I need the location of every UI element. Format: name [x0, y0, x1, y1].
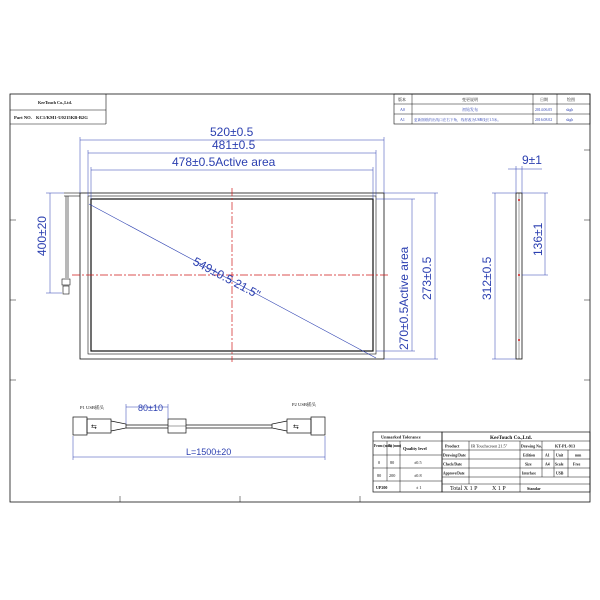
tolerance-row-2-to: 200 — [389, 473, 396, 478]
front-view — [35, 125, 438, 362]
rev-header-description: 变更说明 — [462, 97, 478, 102]
side-dimension-lines — [492, 166, 548, 359]
tolerance-row-1-value: ±0.5 — [414, 460, 422, 465]
usb-icon: ⇆ — [91, 424, 97, 431]
tolerance-row-1-from: 0 — [378, 460, 381, 465]
zone-ticks — [10, 150, 590, 502]
rev-row-2-author: skgh — [566, 118, 574, 122]
ferrite-position-label: 80±10 — [138, 403, 163, 413]
cable-tail — [62, 193, 80, 294]
company-name: KeeTouch Co.,Ltd. — [490, 435, 532, 441]
drawing-date-label: Drawing/Date — [443, 453, 466, 458]
tolerance-row-3-value: ± 1 — [416, 485, 422, 490]
usb-icon: ⇆ — [293, 424, 299, 431]
side-view — [480, 153, 548, 359]
inner-width-label: 481±0.5 — [212, 138, 256, 152]
total-label: Total X 1 P — [450, 486, 478, 492]
active-width-label: 478±0.5Active area — [172, 155, 276, 169]
rev-row-2-description: 更新图纸的出线口在右下角，线材改为USB线长1.5米。 — [414, 118, 501, 122]
p2-label: P2 USB插头 — [292, 402, 317, 407]
rev-row-2-date: 2016.08.02 — [535, 118, 553, 122]
tolerance-row-2-value: ±0.8 — [414, 473, 422, 478]
product-value: IR Touchscreen 21.5" — [471, 443, 508, 449]
thickness-label: 9±1 — [522, 153, 542, 167]
cable-length-label: L=1500±20 — [186, 447, 232, 457]
frame-height-label: 273±0.5 — [420, 256, 434, 300]
interface-label: Interface — [522, 471, 536, 476]
side-height-label: 136±1 — [531, 222, 545, 256]
size-label: Size — [525, 462, 532, 467]
total-value: X 1 P — [492, 486, 506, 492]
diagonal-dimension-label: 549±0.5 21.5" — [190, 254, 263, 302]
part-number: KC1/KM1-U0215KB-B2G — [36, 115, 88, 120]
usb-cable-drawing — [73, 401, 325, 460]
rev-row-1-date: 2014.06.05 — [535, 108, 553, 112]
check-date-label: Check/Date — [443, 462, 462, 467]
title-block — [442, 432, 590, 492]
usb-plug-left — [73, 417, 126, 435]
tolerance-row-2-from: 80 — [377, 473, 382, 478]
active-height-label: 270±0.5Active area — [397, 246, 411, 350]
outer-width-label: 520±0.5 — [210, 125, 254, 139]
tolerance-col-to: To (mm) — [388, 444, 402, 448]
edition-label: Edition — [523, 453, 536, 458]
tolerance-title: Unmarked Tolerance — [381, 434, 421, 440]
drawing-no-label: Drawing No. — [521, 444, 542, 449]
approve-date-label: Approve/Date — [443, 471, 465, 476]
tolerance-table — [373, 432, 442, 492]
rev-header-date: 日期 — [540, 97, 548, 102]
interface-value: USB — [556, 471, 564, 476]
rev-header-version: 版本 — [398, 97, 406, 102]
standar-label: Standar — [527, 486, 541, 491]
p1-label: P1 USB插头 — [80, 405, 105, 410]
tolerance-row-3-from: UP200 — [376, 485, 388, 490]
revision-table — [394, 94, 590, 124]
tolerance-col-quality: Quality level — [403, 446, 427, 451]
unit-value: mm — [575, 453, 582, 458]
scale-label: Scale — [555, 462, 564, 467]
rev-row-1-description: 初始发布 — [462, 107, 478, 112]
drawing-no-value: KT-PL-913 — [555, 443, 576, 449]
header-strip — [10, 94, 106, 124]
unit-label: Unit — [556, 453, 564, 458]
cable-offset-label: 400±20 — [35, 216, 49, 256]
edition-value: A1 — [545, 453, 550, 458]
rev-header-author: 绘图 — [567, 97, 575, 102]
rev-row-1-version: A0 — [400, 107, 405, 112]
company-name-small: KeeTouch Co.,Ltd. — [38, 100, 72, 105]
scale-value: Free — [573, 462, 581, 467]
outer-height-label: 312±0.5 — [480, 256, 494, 300]
rev-row-2-version: A1 — [400, 117, 405, 122]
tolerance-col-from: From (mm) — [374, 444, 392, 448]
tolerance-row-1-to: 80 — [390, 460, 395, 465]
product-label: Product — [445, 443, 460, 449]
size-value: A4 — [545, 462, 550, 467]
part-label: Part NO. — [14, 115, 32, 120]
rev-row-1-author: skgh — [566, 108, 574, 112]
